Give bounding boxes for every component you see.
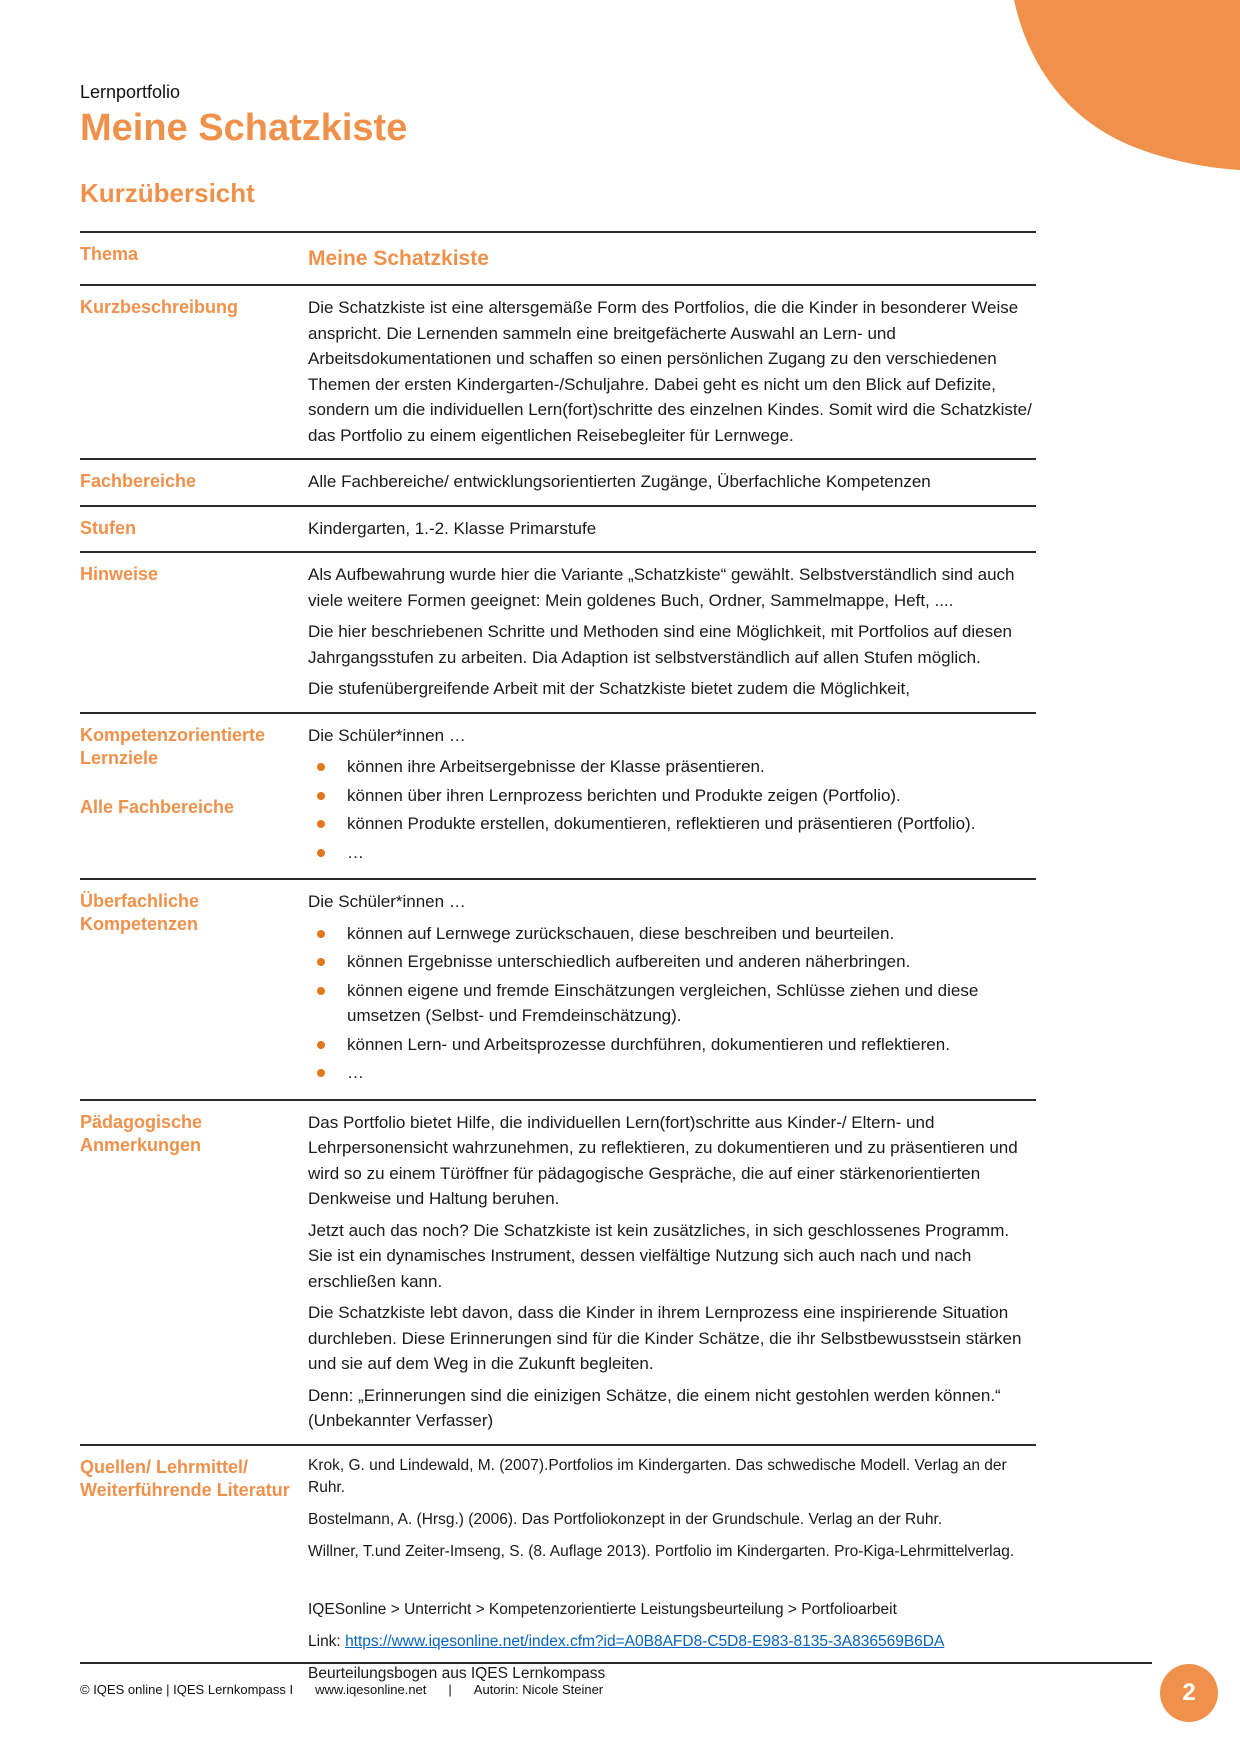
table-row bbox=[80, 553, 1036, 714]
source-link[interactable]: https://www.iqesonline.net/index.cfm?id=A0B8AFD8-C5D8-E983-8135-3A836569B6DA bbox=[345, 1633, 945, 1651]
paragraph: Jetzt auch das noch? Die Schatzkiste ist kein zusätzliches, in sich geschlossenes Programm. Sie ist ein dynamisches Instrument, dessen vielfältige Nutzung sich auch nach und nach erschließen kann. bbox=[308, 1220, 1010, 1291]
table-row bbox=[80, 286, 1036, 460]
link-prefix: Link: bbox=[308, 1633, 346, 1651]
row-label-text: Stufen bbox=[80, 517, 136, 538]
paragraph: IQESonline > Unterricht > Kompetenzorientierte Leistungsbeurteilung > Portfolioarbeit bbox=[308, 1601, 897, 1619]
bullet-item: können Produkte erstellen, dokumentieren, reflektieren und präsentieren (Portfolio). bbox=[308, 811, 1036, 837]
row-content bbox=[308, 723, 1036, 869]
footer-separator: | bbox=[448, 1682, 452, 1697]
table-row bbox=[80, 1101, 1036, 1446]
paragraph: Die Schatzkiste lebt davon, dass die Kinder in ihrem Lernprozess eine inspirierende Situation durchleben. Diese Erinnerungen sind für die Kinder Schätze, die ihr Selbstbewusstsein stärken und sie auf dem Weg in die Zukunft begleiten. bbox=[308, 1303, 1022, 1374]
bullet-item: können ihre Arbeitsergebnisse der Klasse präsentieren. bbox=[308, 754, 1036, 780]
row-label-text: Hinweise bbox=[80, 564, 159, 585]
row-label bbox=[80, 1110, 308, 1434]
paragraph: Beurteilungsbogen aus IQES Lernkompass bbox=[308, 1665, 606, 1683]
table-row bbox=[80, 507, 1036, 554]
paragraph: Kindergarten, 1.-2. Klasse Primarstufe bbox=[308, 518, 597, 538]
row-label-text: Kompetenzorientierte Lernziele bbox=[80, 724, 266, 768]
table-row bbox=[80, 880, 1036, 1101]
row-title-value: Meine Schatzkiste bbox=[308, 246, 489, 270]
paragraph: Das Portfolio bietet Hilfe, die individuellen Lern(fort)schritte aus Kinder-/ Eltern- und Lehrpersonensicht wahrzunehmen, zu reflektieren, zu dokumentieren und zu präsentieren und wird so zu einem Türöffner für pädagogische Gespräche, die auf einer stärkenorientierten Denkweise und Haltung beruhen. bbox=[308, 1112, 1018, 1209]
bullet-item: … bbox=[308, 1060, 1036, 1086]
row-label-text: Quellen/ Lehrmittel/ Weiterführende Literatur bbox=[80, 1456, 290, 1500]
footer bbox=[80, 1682, 603, 1697]
paragraph: Die stufenübergreifende Arbeit mit der Schatzkiste bietet zudem die Möglichkeit, bbox=[308, 679, 910, 699]
row-label bbox=[80, 723, 308, 869]
row-content bbox=[308, 562, 1036, 702]
row-label bbox=[80, 469, 308, 495]
row-content bbox=[308, 242, 1036, 275]
paragraph: Krok, G. und Lindewald, M. (2007).Portfolios im Kindergarten. Das schwedische Modell. Verlag an der Ruhr. bbox=[308, 1456, 1007, 1497]
table-row bbox=[80, 1446, 1036, 1697]
document-content bbox=[80, 0, 1036, 1696]
bullet-list bbox=[308, 754, 1036, 865]
row-label bbox=[80, 889, 308, 1089]
paragraph: Die hier beschriebenen Schritte und Methoden sind eine Möglichkeit, mit Portfolios auf diesen Jahrgangsstufen zu arbeiten. Dia Adaption ist selbstverständlich auf allen Stufen möglich. bbox=[308, 622, 1013, 667]
page-title: Meine Schatzkiste bbox=[80, 107, 408, 149]
section-heading: Kurzübersicht bbox=[80, 177, 255, 208]
row-label bbox=[80, 562, 308, 702]
paragraph: Die Schatzkiste ist eine altersgemäße Form des Portfolios, die die Kinder in besonderer Weise anspricht. Die Lernenden sammeln eine breitgefächerte Auswahl an Lern- und Arbeitsdokumentationen und schaffen so einen persönlichen Zugang zu den verschiedenen Themen der ersten Kindergarten-/Schuljahre. Dabei geht es nicht um den Blick auf Defizite, sondern um die individuellen Lern(fort)schritte des einzelnen Kindes. Somit wird die Schatzkiste/ das Portfolio zu einem eigentlichen Reisebegleiter für Lernwege. bbox=[308, 298, 1032, 445]
row-label-text: Alle Fachbereiche bbox=[80, 797, 235, 818]
footer-website: www.iqesonline.net bbox=[315, 1682, 427, 1697]
bullet-item: können Lern- und Arbeitsprozesse durchführen, dokumentieren und reflektieren. bbox=[308, 1032, 1036, 1058]
link-line bbox=[308, 1631, 1036, 1654]
paragraph: Als Aufbewahrung wurde hier die Variante „Schatzkiste“ gewählt. Selbstverständlich sind auch viele weitere Formen geeignet: Mein goldenes Buch, Ordner, Sammelmappe, Heft, .... bbox=[308, 565, 1015, 610]
footer-copyright: © IQES online | IQES Lernkompass I bbox=[80, 1682, 294, 1697]
bullet-item: … bbox=[308, 840, 1036, 866]
row-content bbox=[308, 1110, 1036, 1434]
footer-divider bbox=[80, 1662, 1152, 1664]
row-content bbox=[308, 469, 1036, 495]
bullet-item: können Ergebnisse unterschiedlich aufbereiten und anderen näherbringen. bbox=[308, 949, 1036, 975]
row-label bbox=[80, 242, 308, 275]
corner-decoration-shape bbox=[1004, 0, 1240, 172]
paragraph: Willner, T.und Zeiter-Imseng, S. (8. Auflage 2013). Portfolio im Kindergarten. Pro-Kiga-Lehrmittelverlag. bbox=[308, 1543, 1015, 1561]
page-number: 2 bbox=[1182, 1679, 1196, 1706]
table-row bbox=[80, 460, 1036, 507]
row-label-text: Thema bbox=[80, 243, 139, 264]
table-row bbox=[80, 233, 1036, 287]
document-category: Lernportfolio bbox=[80, 82, 181, 102]
paragraph: Die Schüler*innen … bbox=[308, 725, 466, 745]
bullet-item: können über ihren Lernprozess berichten und Produkte zeigen (Portfolio). bbox=[308, 783, 1036, 809]
page-number-badge bbox=[1160, 1664, 1218, 1722]
table-row bbox=[80, 714, 1036, 881]
row-label bbox=[80, 516, 308, 542]
bullet-item: können eigene und fremde Einschätzungen vergleichen, Schlüsse ziehen und diese umsetzen (Selbst- und Fremdeinschätzung). bbox=[308, 978, 1036, 1029]
bullet-list bbox=[308, 921, 1036, 1086]
paragraph: Denn: „Erinnerungen sind die einizigen Schätze, die einem nicht gestohlen werden können.“ (Unbekannter Verfasser) bbox=[308, 1385, 1001, 1431]
row-content bbox=[308, 889, 1036, 1089]
spacer bbox=[308, 1573, 1036, 1599]
row-label-text: Überfachliche Kompetenzen bbox=[80, 891, 200, 935]
overview-table bbox=[80, 231, 1036, 1697]
paragraph: Die Schüler*innen … bbox=[308, 892, 466, 912]
row-content bbox=[308, 516, 1036, 542]
row-label-text: Kurzbeschreibung bbox=[80, 297, 239, 318]
row-label bbox=[80, 1455, 308, 1687]
paragraph: Bostelmann, A. (Hrsg.) (2006). Das Portfoliokonzept in der Grundschule. Verlag an der Ruhr. bbox=[308, 1511, 943, 1529]
paragraph: Alle Fachbereiche/ entwicklungsorientierten Zugänge, Überfachliche Kompetenzen bbox=[308, 472, 931, 492]
bullet-item: können auf Lernwege zurückschauen, diese beschreiben und beurteilen. bbox=[308, 921, 1036, 947]
row-content bbox=[308, 295, 1036, 448]
footer-author: Autorin: Nicole Steiner bbox=[473, 1682, 604, 1697]
row-label-text: Fachbereiche bbox=[80, 471, 197, 492]
row-content bbox=[308, 1455, 1036, 1687]
row-label-text: Pädagogische Anmerkungen bbox=[80, 1111, 203, 1155]
row-label bbox=[80, 295, 308, 448]
